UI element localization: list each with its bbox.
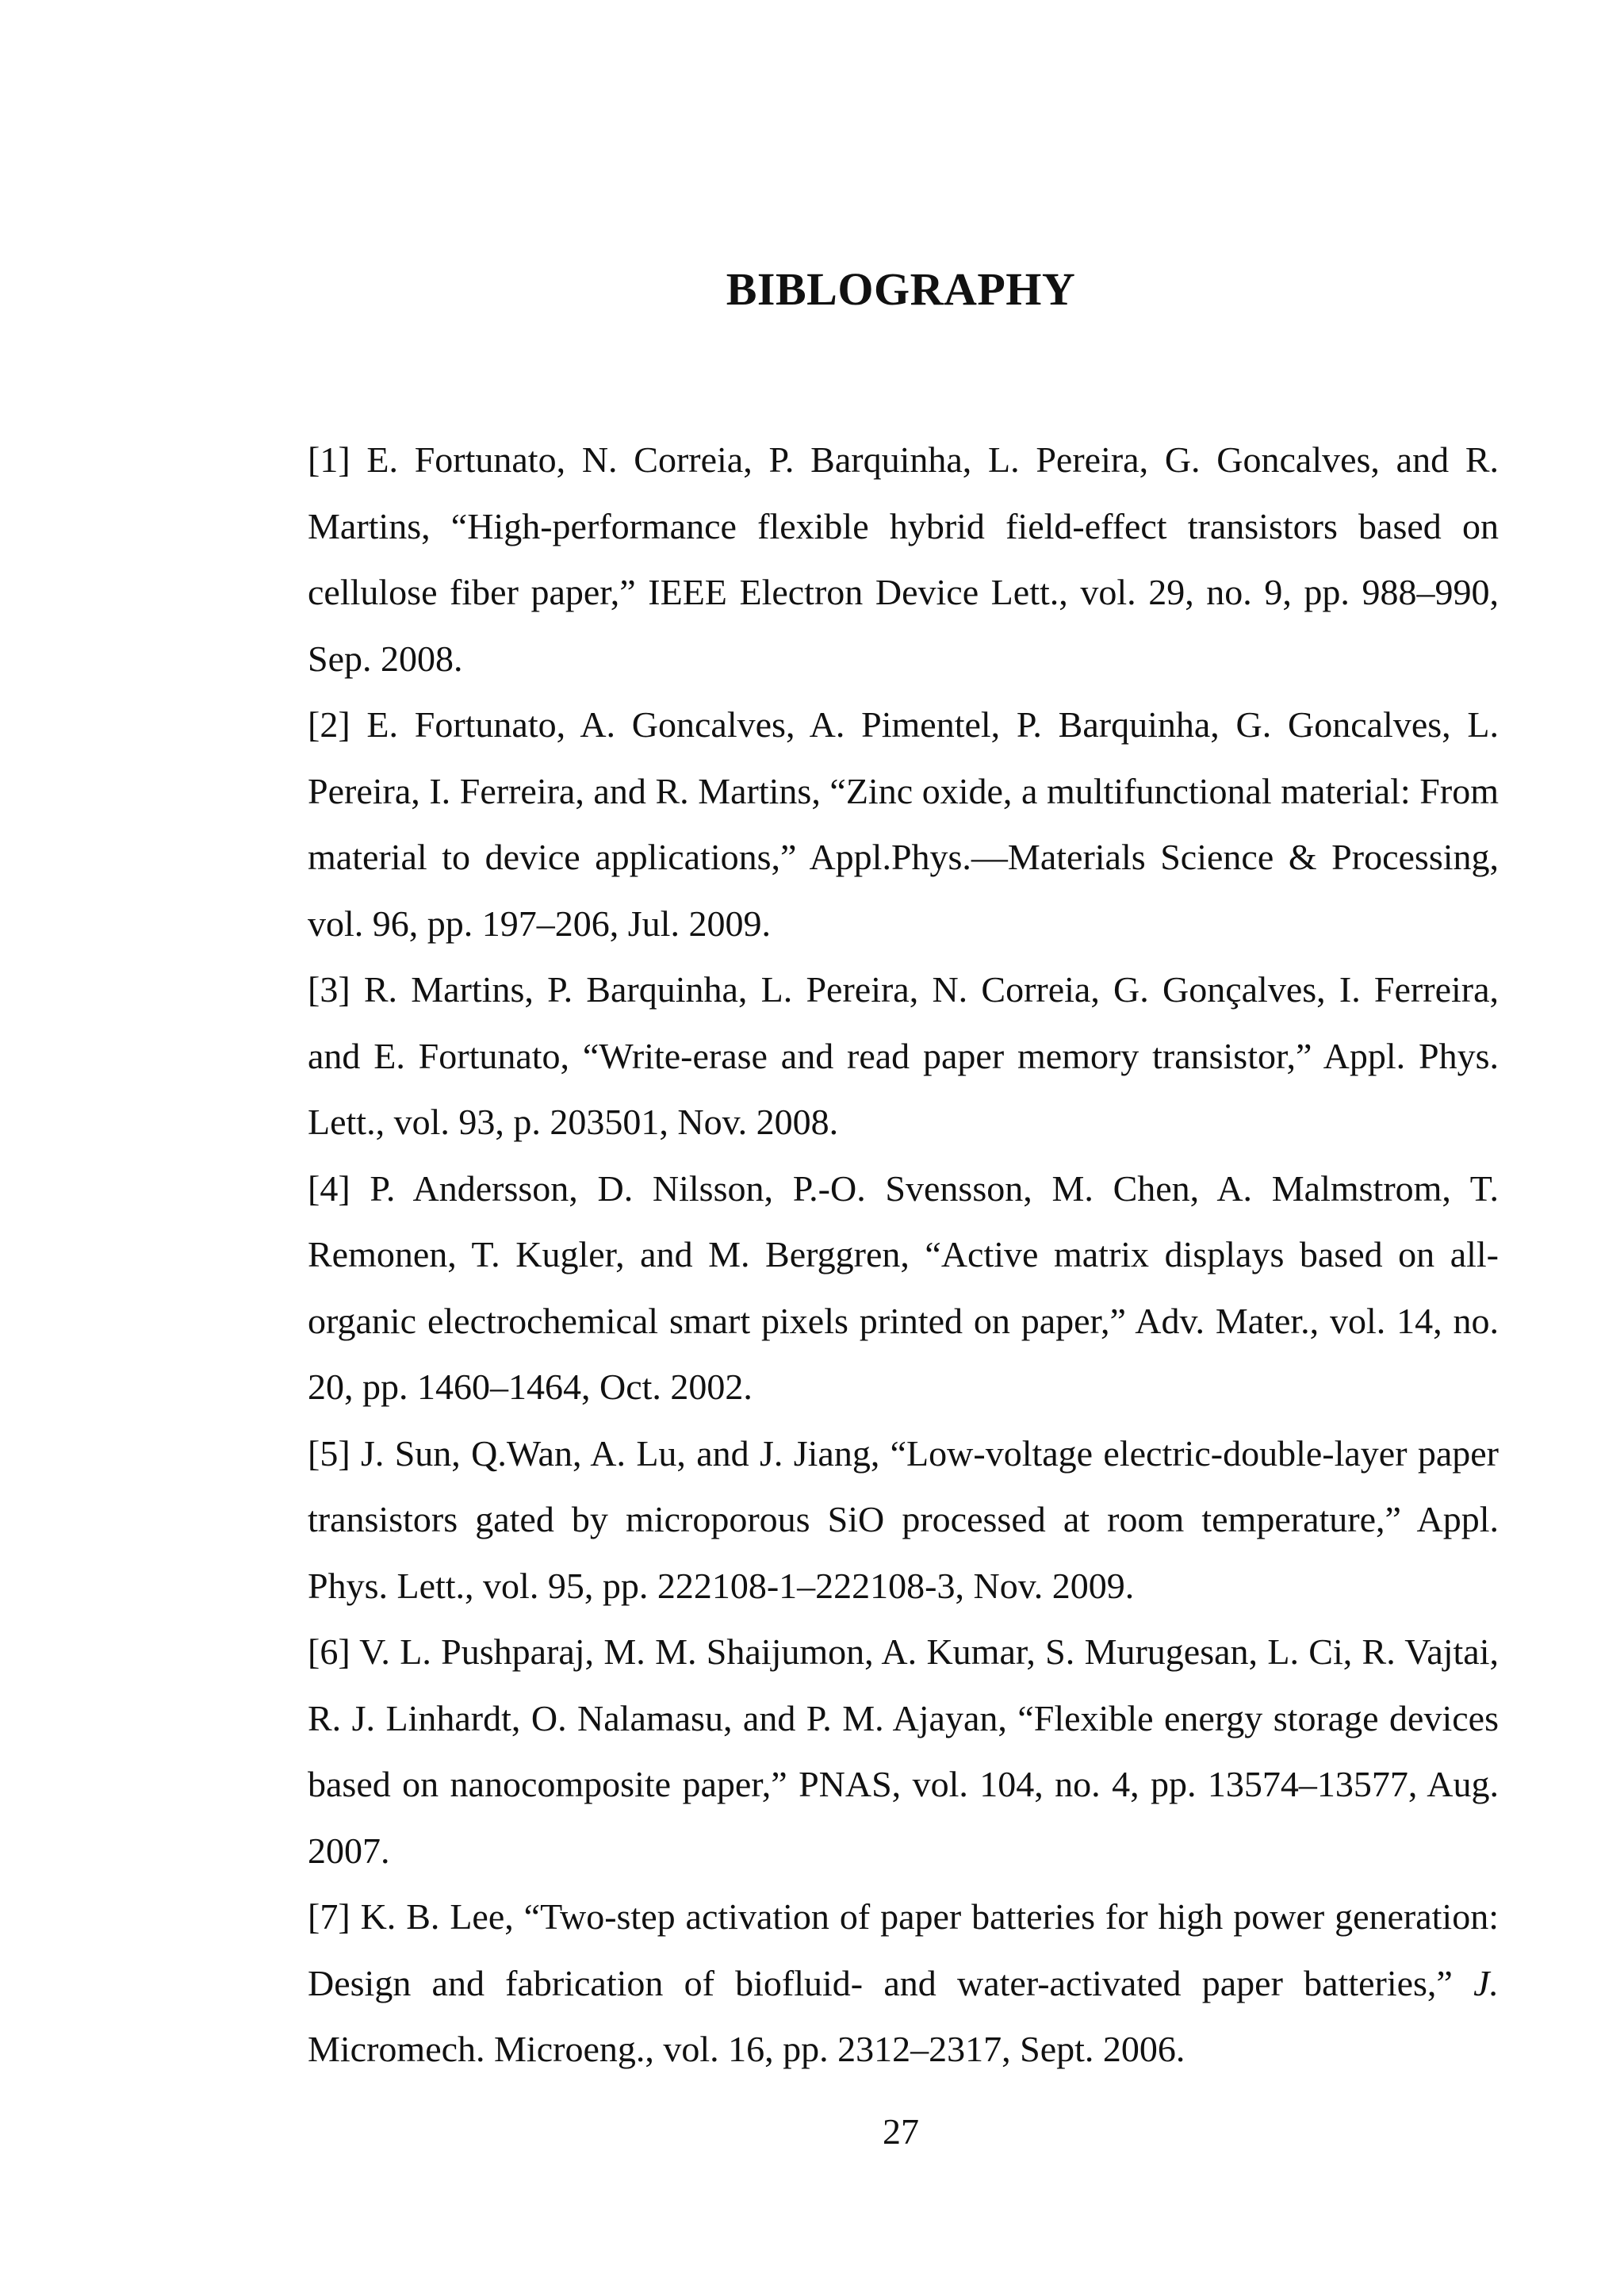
reference-item-4: [4] P. Andersson, D. Nilsson, P.-O. Svensson, M. Chen, A. Malmstrom, T. Remonen, T. Kugler, and M. Berggren, “Active matrix displays based on all-organic electrochemical smart pixels printed on paper,” Adv. Mater., vol. 14, no. 20, pp. 1460–1464, Oct. 2002. [308, 1167, 1499, 1407]
page-title: BIBLOGRAPHY [726, 263, 1076, 315]
reference-item-3: [3] R. Martins, P. Barquinha, L. Pereira, N. Correia, G. Gonçalves, I. Ferreira, and E. Fortunato, “Write-erase and read paper memory transistor,” Appl. Phys. Lett., vol. 93, p. 203501, Nov. 2008. [308, 969, 1499, 1142]
reference-item-7 [308, 1884, 1499, 2083]
reference-item-5: [5] J. Sun, Q.Wan, A. Lu, and J. Jiang, “Low-voltage electric-double-layer paper transistors gated by microporous SiO processed at room temperature,” Appl. Phys. Lett., vol. 95, pp. 222108-1–222108-3, Nov. 2009. [308, 1432, 1499, 1606]
reference-list [308, 427, 1499, 2083]
reference-7-italic-text: J. [1473, 1962, 1499, 2003]
reference-7-text-end: Micromech. Microeng., vol. 16, pp. 2312–2317, Sept. 2006. [308, 2029, 1185, 2069]
reference-item-6: [6] V. L. Pushparaj, M. M. Shaijumon, A. Kumar, S. Murugesan, L. Ci, R. Vajtai, R. J. Linhardt, O. Nalamasu, and P. M. Ajayan, “Flexible energy storage devices based on nanocomposite paper,” PNAS, vol. 104, no. 4, pp. 13574–13577, Aug. 2007. [308, 1631, 1499, 1871]
reference-item-1: [1] E. Fortunato, N. Correia, P. Barquinha, L. Pereira, G. Goncalves, and R. Martins, “High-performance flexible hybrid field-effect transistors based on cellulose fiber paper,” IEEE Electron Device Lett., vol. 29, no. 9, pp. 988–990, Sep. 2008. [308, 439, 1499, 679]
reference-item-2: [2] E. Fortunato, A. Goncalves, A. Pimentel, P. Barquinha, G. Goncalves, L. Pereira, I. Ferreira, and R. Martins, “Zinc oxide, a multifunctional material: From material to device applications,” Appl.Phys.—Materials Science & Processing, vol. 96, pp. 197–206, Jul. 2009. [308, 704, 1499, 944]
page-number: 27 [883, 2111, 919, 2152]
reference-7-text-start: [7] K. B. Lee, “Two-step activation of paper batteries for high power generation: Design and fabrication of biofluid- and water-activated paper batteries,” [308, 1896, 1499, 2003]
